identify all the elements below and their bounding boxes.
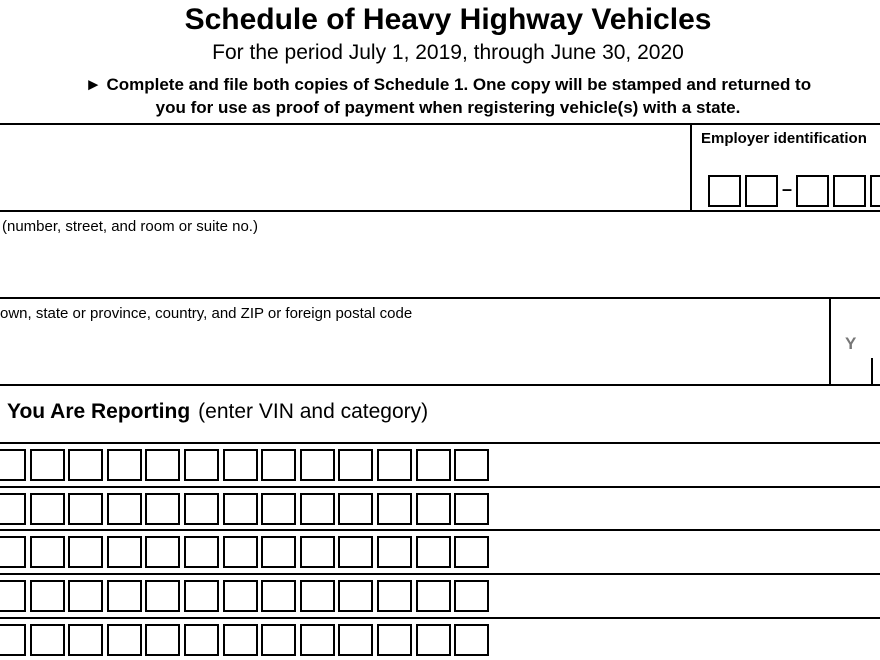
vin-char-box[interactable] bbox=[0, 493, 26, 525]
vin-char-box[interactable] bbox=[416, 536, 451, 568]
vin-char-box[interactable] bbox=[261, 536, 296, 568]
rule-vin-4 bbox=[0, 617, 880, 619]
city-divider bbox=[829, 297, 831, 385]
vin-char-box[interactable] bbox=[338, 449, 373, 481]
rule-section bbox=[0, 442, 880, 444]
vin-char-box[interactable] bbox=[261, 624, 296, 656]
rule-name bbox=[0, 210, 880, 212]
vin-char-box[interactable] bbox=[30, 624, 65, 656]
rule-vin-1 bbox=[0, 486, 880, 488]
vin-char-box[interactable] bbox=[0, 536, 26, 568]
vin-char-box[interactable] bbox=[454, 580, 489, 612]
vin-char-box[interactable] bbox=[338, 493, 373, 525]
ein-digit-box[interactable] bbox=[833, 175, 866, 207]
vin-char-box[interactable] bbox=[68, 624, 103, 656]
vin-char-box[interactable] bbox=[377, 449, 412, 481]
vin-char-box[interactable] bbox=[107, 580, 142, 612]
vin-char-box[interactable] bbox=[30, 536, 65, 568]
rule-vin-3 bbox=[0, 573, 880, 575]
vin-char-box[interactable] bbox=[184, 580, 219, 612]
city-label: own, state or province, country, and ZIP or foreign postal code bbox=[0, 305, 413, 322]
vin-char-box[interactable] bbox=[377, 493, 412, 525]
vin-char-box[interactable] bbox=[300, 624, 335, 656]
vin-char-box[interactable] bbox=[261, 580, 296, 612]
partial-box-edge bbox=[871, 358, 873, 385]
vin-char-box[interactable] bbox=[68, 536, 103, 568]
vin-char-box[interactable] bbox=[377, 580, 412, 612]
vin-char-box[interactable] bbox=[416, 493, 451, 525]
vin-char-box[interactable] bbox=[30, 493, 65, 525]
vin-char-box[interactable] bbox=[184, 536, 219, 568]
vin-char-box[interactable] bbox=[145, 580, 180, 612]
ein-digit-box[interactable] bbox=[708, 175, 741, 207]
section-title-note: (enter VIN and category) bbox=[198, 400, 429, 423]
ein-digit-box[interactable] bbox=[745, 175, 778, 207]
ein-dash: – bbox=[782, 179, 793, 199]
vin-char-box[interactable] bbox=[145, 624, 180, 656]
vin-char-box[interactable] bbox=[0, 624, 26, 656]
vin-char-box[interactable] bbox=[261, 449, 296, 481]
vin-char-box[interactable] bbox=[145, 449, 180, 481]
vin-char-box[interactable] bbox=[416, 449, 451, 481]
rule-city bbox=[0, 384, 880, 386]
vin-char-box[interactable] bbox=[184, 449, 219, 481]
vin-char-box[interactable] bbox=[454, 536, 489, 568]
vin-char-box[interactable] bbox=[223, 580, 258, 612]
vin-char-box[interactable] bbox=[454, 624, 489, 656]
vin-char-box[interactable] bbox=[338, 580, 373, 612]
vin-char-box[interactable] bbox=[0, 449, 26, 481]
ein-divider bbox=[690, 123, 692, 211]
vin-char-box[interactable] bbox=[184, 624, 219, 656]
vin-char-box[interactable] bbox=[338, 624, 373, 656]
form-period: For the period July 1, 2019, through June 30, 2020 bbox=[212, 41, 684, 64]
instruction-text-2: you for use as proof of payment when registering vehicle(s) with a state. bbox=[155, 98, 741, 117]
address-label: (number, street, and room or suite no.) bbox=[2, 218, 258, 235]
vin-char-box[interactable] bbox=[454, 449, 489, 481]
vin-char-box[interactable] bbox=[0, 580, 26, 612]
vin-char-box[interactable] bbox=[377, 624, 412, 656]
vin-char-box[interactable] bbox=[145, 493, 180, 525]
rule-address bbox=[0, 297, 880, 299]
vin-char-box[interactable] bbox=[107, 449, 142, 481]
vehicles-section-title bbox=[7, 399, 428, 425]
vin-char-box[interactable] bbox=[300, 580, 335, 612]
vin-char-box[interactable] bbox=[30, 449, 65, 481]
vin-char-box[interactable] bbox=[454, 493, 489, 525]
rule-top bbox=[0, 123, 880, 125]
vin-char-box[interactable] bbox=[145, 536, 180, 568]
vin-char-box[interactable] bbox=[223, 624, 258, 656]
instruction-text-1: Complete and file both copies of Schedule 1. One copy will be stamped and returned to bbox=[106, 75, 812, 94]
form-title: Schedule of Heavy Highway Vehicles bbox=[184, 3, 712, 36]
vin-char-box[interactable] bbox=[223, 536, 258, 568]
vin-char-box[interactable] bbox=[416, 624, 451, 656]
ein-digit-box[interactable] bbox=[870, 175, 880, 207]
vin-char-box[interactable] bbox=[30, 580, 65, 612]
vin-char-box[interactable] bbox=[68, 493, 103, 525]
vin-char-box[interactable] bbox=[68, 580, 103, 612]
vin-char-box[interactable] bbox=[300, 449, 335, 481]
vin-char-box[interactable] bbox=[261, 493, 296, 525]
vin-char-box[interactable] bbox=[338, 536, 373, 568]
vin-char-box[interactable] bbox=[107, 493, 142, 525]
ein-digit-box[interactable] bbox=[796, 175, 829, 207]
arrow-icon: ► bbox=[84, 75, 102, 94]
section-title-bold: You Are Reporting bbox=[7, 400, 191, 423]
vin-char-box[interactable] bbox=[300, 493, 335, 525]
vin-char-box[interactable] bbox=[223, 449, 258, 481]
vin-char-box[interactable] bbox=[416, 580, 451, 612]
partial-letter: Y bbox=[845, 334, 857, 353]
vin-char-box[interactable] bbox=[223, 493, 258, 525]
vin-char-box[interactable] bbox=[107, 536, 142, 568]
vin-char-box[interactable] bbox=[184, 493, 219, 525]
rule-vin-2 bbox=[0, 529, 880, 531]
vin-char-box[interactable] bbox=[68, 449, 103, 481]
vin-char-box[interactable] bbox=[107, 624, 142, 656]
ein-label: Employer identification bbox=[701, 130, 867, 147]
vin-char-box[interactable] bbox=[300, 536, 335, 568]
vin-char-box[interactable] bbox=[377, 536, 412, 568]
instruction-line-1 bbox=[0, 73, 880, 96]
form-instructions bbox=[0, 73, 880, 119]
